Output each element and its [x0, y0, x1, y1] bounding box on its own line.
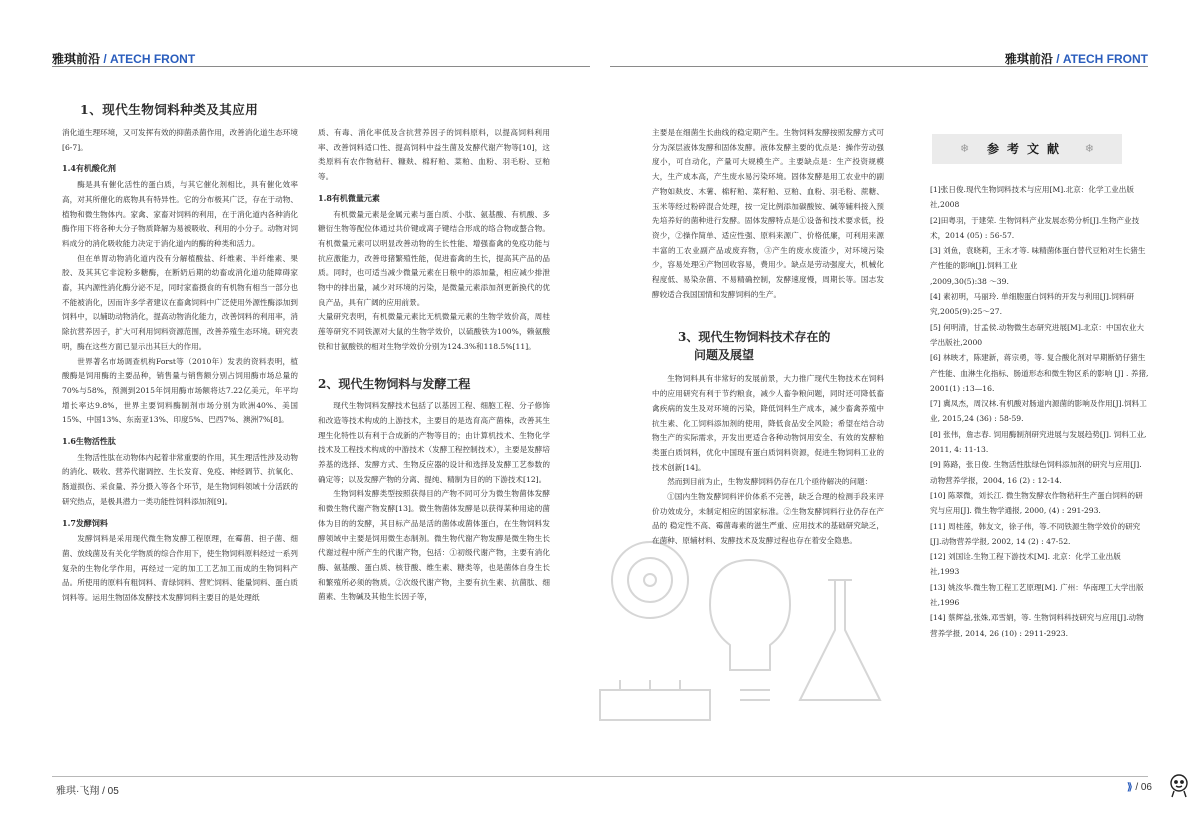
column-2 [318, 126, 550, 740]
reference-item: [9] 陈路，张日俊. 生物活性肽绿色饲料添加剂的研究与应用[J]. 动物营养学报，2004, 16 (2) : 12-14. [930, 460, 1142, 485]
brand-en: ATECH FRONT [1062, 52, 1148, 66]
header-brand-right [1005, 50, 1148, 67]
reference-item: [1]张日俊.现代生物饲料技术与应用[M].北京：化学工业出版社,2008 [930, 185, 1134, 210]
paragraph: 消化道生理环境，又可发挥有效的抑菌杀菌作用，改善消化道生态环境[6-7]。 [62, 128, 298, 152]
references-list [930, 182, 1150, 641]
reference-item: [11] 周桂莲，韩友文，徐子伟，等.不同铁源生物学效价的研究[J].动物营养学报, 2002, 14 (2) : 47-52. [930, 521, 1141, 546]
mascot-icon [1168, 772, 1190, 798]
paragraph: 主要是在细菌生长曲线的稳定期产生。生物饲料发酵按照发酵方式可分为深层液体发酵和固体发酵。液体发酵主要的优点是：操作劳动强度小，可自动化，产量可大规模生产。主要缺点是：生产投资规模大，生产成本高，产生废水易污染环境。固体发酵是用工农业中的副产物如麸皮、木薯、棉籽粕、菜籽粕、豆粕、血粉、羽毛粉、蔗糖、玉米等经过粉碎混合处理，按一定比例添加碳酸铵、碱等辅料接入预先培养好的菌种进行发酵。固体发酵特点是①设备和技术要求低，投资少，②操作简单、适应性强、原料来源广、价格低廉，可利用来源丰富的工农业副产品或废弃物，③产生的废水废渣少，对环境污染少，容易处理④产物回收容易，费用少。缺点是劳动强度大，机械化程度低、易染杂菌、不易精确控制，发酵速度慢，周期长等。国志发酵较适合我国国情和发酵饲料的生产。 [652, 128, 884, 299]
brand-cn: 雅琪前沿 [1004, 52, 1053, 66]
header-brand-left [52, 50, 195, 67]
brand-slash: / [1056, 52, 1060, 66]
references-header [932, 134, 1122, 164]
brand-slash: / [103, 52, 107, 66]
paragraph: ①国内生物发酵饲料评价体系不完善，缺乏合理的检测手段来评价功效成分，未制定相应的国家标准。②生物发酵饲料行业仍存在产品的 稳定性不高、霉菌毒素的滋生严重、应用技术的基础研究缺乏，在菌种、原辅材料、发酵技术及发酵过程也存在着安全隐患。 [652, 492, 884, 546]
reference-item: [7] 冀凤杰，周汉林.有机酸对肠道内源菌的影响及作用[J].饲料工业, 2015,24 (36) : 58-59. [930, 399, 1147, 424]
reference-item: [12] 刘国诠.生物工程下游技术[M]. 北京：化学工业出版社,1993 [930, 552, 1121, 577]
reference-item: [3] 刘鱼，袁晓莉，王永才等. 味精菌体蛋白替代豆粕对生长猪生产性能的影响[J].饲料工业 [930, 246, 1146, 271]
paragraph: 发酵饲料是采用现代微生物发酵工程原理，在霉菌、担子菌、细菌、放线菌及有关化学物质的综合作用下，使生物饲料原料经过一系列复杂的生物化学作用，再经过一定的加工工艺加工而成的生物饲料产品。所使用的原料有粗饲料、青绿饲料、营贮饲料、能量饲料、蛋白质饲料等。运用生物固体发酵技术发酵饲料主要目的是处理纸 [62, 534, 298, 603]
brand-cn: 雅琪前沿 [52, 52, 101, 66]
paragraph: 生物饲料发酵类型按照获得目的产物不同可分为微生物菌体发酵和微生物代谢产物发酵[13]。微生物菌体发酵是以获得某种用途的菌体为目的的发酵，其目标产品是活的菌体或菌体蛋白，在生物饲料发酵领域中主要是饲用微生态制剂。微生物代谢产物发酵是微生物生长代谢过程中所产生的代谢产物，包括：①初级代谢产物，主要有消化酶、氨基酸、蛋白质、核苷酸、维生素、糖类等，也是菌体自身生长和繁殖所必须的物质。②次级代谢产物，主要有抗生素、抗菌肽、细菌素、生物碱及其他生长因子等， [318, 489, 550, 602]
brand-mark-icon: ⟫ [1126, 782, 1133, 793]
paragraph: 酶是具有催化活性的蛋白质，与其它催化剂相比，具有催化效率高，对其所催化的底物具有特异性。它的分布极其广泛，存在于动物、植物和微生物体内。家禽、家畜对饲料的利用，在于消化道内各种消化酶作用下将各种大分子物质降解为易被吸收、利用的小分子。动物对饲料成分的消化吸收能力决定于消化道内的酶的种类和活力。 [62, 180, 298, 248]
subheading: 1.7发酵饲料 [62, 517, 108, 528]
header-rule-left [52, 66, 590, 67]
section-3-title-line1: 3、现代生物饲料技术存在的 [678, 330, 831, 345]
snowflake-icon: ❄ [960, 142, 970, 155]
section-3-title-line2: 问题及展望 [694, 348, 755, 363]
footer-left: 雅琪·飞翔 / 05 [56, 786, 119, 797]
section-3-title [652, 328, 884, 364]
reference-item: [2]田粤羽，于建荣. 生物饲料产业发展态势分析[J].生物产业技术，2014 (05) : 56-57. [930, 215, 1140, 240]
paragraph: 现代生物饲料发酵技术包括了以基因工程、细胞工程、分子修饰和改造等技术构成的上游技术，主要目的是选育高产菌株，改善其生理生化特性以有利于合成新的产物等目的；由计算机技术、生物化学技术及工程技术构成的中游技术（发酵工程控制技术），主要是发酵培养基的选择、发酵方式、生物反应器的设计和选择及发酵工艺参数的确定等；以及发酵产物的分离、提纯、精制为目的的下游技术[12]。 [318, 401, 550, 484]
reference-item: [8] 张伟，詹志春. 饲用酶制剂研究进展与发展趋势[J]. 饲料工业, 2011, 4: 11-13. [930, 429, 1147, 455]
subheading: 1.6生物活性肽 [62, 436, 116, 447]
section-1-title: 1、现代生物饲料种类及其应用 [80, 102, 259, 117]
footer-rule [52, 776, 1148, 777]
paragraph: 但在单胃动物消化道内没有分解植酸盐、纤维素、半纤维素、果胶、及其其它非淀粉多糖酶，在断奶后期的幼畜或消化道功能障碍家畜，其内源性消化酶分泌不足，同时家畜摄食的有机物有相当一部分也不能被消化，因而许多学者建议在畜禽饲料中广泛使用外源性酶添加到饲料中，以辅助动物消化，提高动物消化能力，改善饲料的利用率，消除抗营养因子，扩大可利用饲料资源范围，改善养殖生态环境。研究表明，酶在这些方面已显示出其巨大的作用。 [62, 253, 298, 351]
reference-item: [6] 林映才，陈建新，蒋宗勇，等. 复合酸化剂对早期断奶仔猪生产性能、血淋生化指标、肠道形态和微生物区系的影响 [J] . 养猪, 2001(1) :13—16. [930, 353, 1149, 393]
reference-item: [14] 蔡辉益,张姝,邓雪娟，等. 生物饲料科技研究与应用[J].动物营养学报, 2014, 26 (10) : 2911-2923. [930, 613, 1144, 638]
reference-item: [10] 陈翠微，刘长江. 微生物发酵农作物秸秆生产蛋白饲料的研究与应用[J]. 微生物学通报, 2000, (4) : 291-293. [930, 490, 1143, 516]
column-1 [62, 126, 298, 740]
subheading: 1.4有机酸化剂 [62, 163, 116, 174]
reference-item: ,2009,30(5):38 ～39. [930, 276, 1009, 286]
paragraph: 大量研究表明，有机微量元素比无机微量元素的生物学效价高，周桂莲等研究不同铁源对大鼠的生物学效价，以硫酸铁为100%，赖氨酸铁和甘氨酸铁的相对生物学效价分别为124.3%和118.5%[11]。 [318, 312, 550, 351]
reference-item: [5] 何明清，甘孟侯.动物微生态研究进展[M].北京：中国农业大学出版社,2000 [930, 322, 1144, 347]
references-title: 参考文献 [986, 142, 1067, 156]
paragraph: 世界著名市场调查机构Forst等（2010年）发表的资料表明，植酸酶是饲用酶的主要品种，销售量与销售额分别占饲用酶市场总量的70%与58%，预测到2015年饲用酶市场额将达7.22亿美元，年平均增长率达9.8%，世界主要饲料酶制剂市场分别为欧洲40%、美国15%、中国13%、东南亚13%、印度5%、巴西7%、澳洲7%[8]。 [62, 356, 298, 425]
paragraph: 生物活性肽在动物体内起着非常重要的作用，其生理活性涉及动物的消化、吸收、营养代谢调控、生长发育、免疫、神经调节、抗氧化、肠道损伤、采食量、养分摄入等各个环节，是生物饲料领域十分活跃的研究热点，是极具潜力一类功能性饲料添加剂[9]。 [62, 452, 298, 506]
brand-en: ATECH FRONT [110, 52, 196, 66]
footer-right [1127, 782, 1152, 793]
header-rule-right [610, 66, 1148, 67]
reference-item: [13] 姚汝华.微生物工程工艺原理[M]. 广州：华南理工大学出版社,1996 [930, 582, 1144, 608]
paragraph: 生物饲料具有非常好的发展前景，大力推广现代生物技术在饲料中的应用研究有利于节约粮食，减少人畜争粮问题，同时还可降低畜禽疾病的发生及对环境的污染，降低饲料生产成本，减少畜禽养殖中抗生素、化工饲料添加剂的使用，降低食品安全风险；希望在结合动物生产的实际需求，开发出更适合各种动物饲用安全、有效的发酵粕类蛋白质饲料，优化中国现有蛋白质饲料资源，促进生物饲料工业的技术创新[14]。 [652, 374, 884, 472]
snowflake-icon: ❄ [1084, 142, 1094, 155]
column-3 [652, 126, 884, 740]
paragraph: 然而到目前为止，生物发酵饲料仍存在几个亟待解决的问题： [667, 477, 873, 487]
paragraph: 有机微量元素是金属元素与蛋白质、小肽、氨基酸、有机酸、多糖衍生物等配位体通过共价键或离子键结合形成的络合物或螯合物。有机微量元素可以明显改善动物的生长性能、增强畜禽的免疫功能与抗应激能力，改善母猪繁殖性能，促进畜禽的生长，提高其产品的品质。同时，也可适当减少微量元素在日粮中的添加量，相应减少排泄物中的排出量，减少对环境的污染，是微量元素添加剂更新换代的优良产品，具有广阔的应用前景。 [318, 209, 550, 307]
section-2-title: 2、现代生物饲料与发酵工程 [318, 376, 471, 391]
subheading: 1.8有机微量元素 [318, 192, 380, 203]
reference-item: [4] 素初明，马丽玲. 单细胞蛋白饲料的开发与利用[J].饲料研究,2005(9):25～27. [930, 292, 1135, 317]
footer-page-number: / 06 [1135, 782, 1152, 793]
paragraph: 质、有毒、消化率低及含抗营养因子的饲料原料，以提高饲料利用率、改善饲料适口性、提高饲料中益生菌及发酵代谢产物等[10]，这类原料有农作物秸秆、糠麸、棉籽粕、菜粕、血粉、羽毛粉、豆粕等。 [318, 128, 550, 182]
